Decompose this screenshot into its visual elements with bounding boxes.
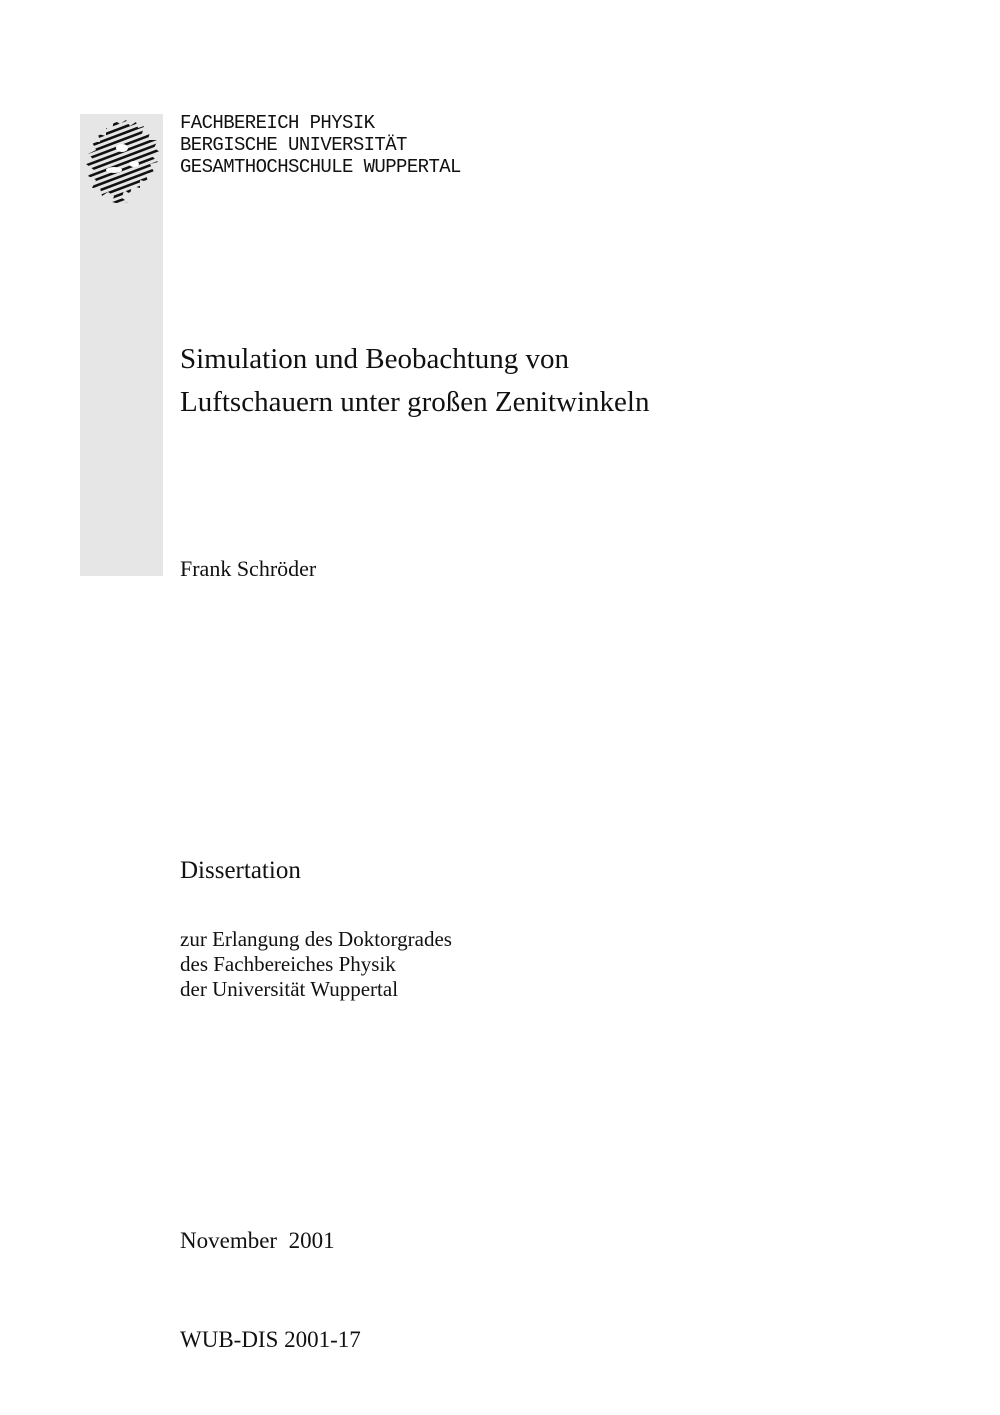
publication-date: November 2001	[180, 1228, 335, 1253]
purpose-line-2: des Fachbereiches Physik	[180, 952, 396, 976]
purpose-line-1: zur Erlangung des Doktorgrades	[180, 927, 452, 951]
purpose-line-3: der Universität Wuppertal	[180, 977, 399, 1001]
header-line-school: GESAMTHOCHSCHULE WUPPERTAL	[180, 156, 461, 178]
title-line-2: Luftschauern unter großen Zenitwinkeln	[180, 386, 650, 418]
header-line-university: BERGISCHE UNIVERSITÄT	[180, 134, 407, 156]
thesis-title	[180, 338, 649, 424]
report-number: WUB-DIS 2001-17	[180, 1327, 361, 1352]
dissertation-purpose	[180, 927, 452, 1002]
header-line-department: FACHBEREICH PHYSIK	[180, 112, 375, 134]
title-line-1: Simulation und Beobachtung von	[180, 343, 570, 375]
heraldic-lion-icon	[84, 118, 162, 206]
institution-header	[180, 112, 461, 178]
dissertation-label: Dissertation	[180, 857, 301, 884]
publication-info	[180, 1158, 361, 1389]
author-name: Frank Schröder	[180, 556, 317, 581]
